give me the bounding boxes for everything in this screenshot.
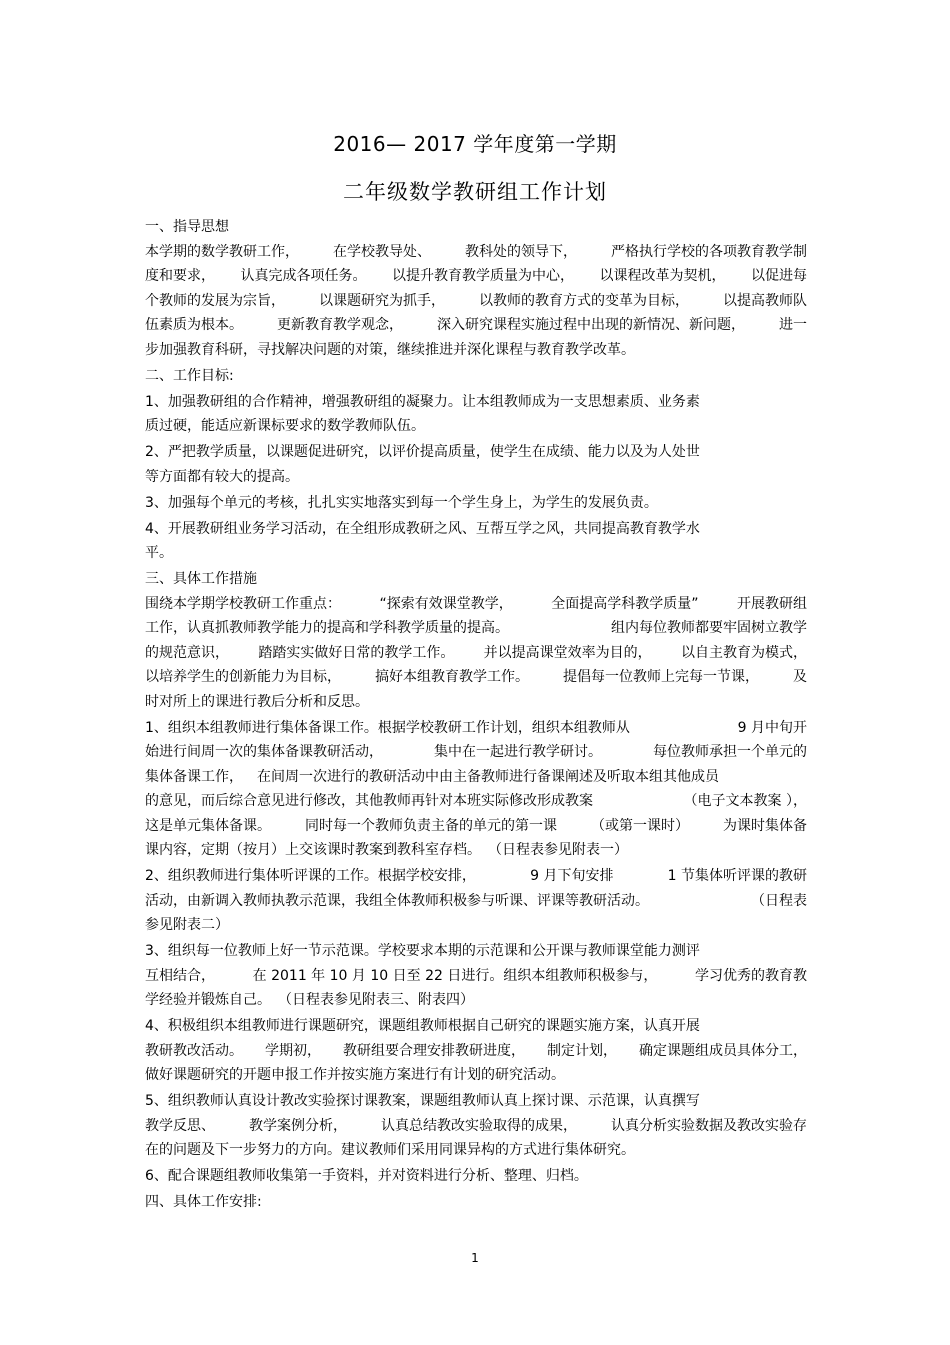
text-segment: 4、积极组织本组教师进行课题研究，课题组教师根据自己研究的课题实施方案，认真开展 [145,1018,700,1034]
text-segment: 及 [793,669,807,685]
text-line [145,1114,807,1139]
text-segment: 确定课题组成员具体分工， [639,1042,807,1059]
text-line [145,740,807,765]
text-segment: 学习优秀的教育教 [695,967,807,984]
text-line [145,864,807,889]
text-segment: 3、组织每一位教师上好一节示范课。学校要求本期的示范课和公开课与教师课堂能力测评 [145,943,700,959]
text-segment: 时对所上的课进行教后分析和反思。 [145,693,369,710]
title-school-year: 2016— 2017 学年度第一学期 [333,132,617,156]
text-segment: 教学反思、 [145,1117,215,1134]
text-segment: 5、组织教师认真设计教改实验探讨课教案，课题组教师认真上探讨课、示范课，认真撰写 [145,1093,700,1109]
text-segment: 6、配合课题组教师收集第一手资料，并对资料进行分析、整理、归档。 [145,1168,588,1184]
text-line [145,1190,807,1215]
text-segment: 严格执行学校的各项教育教学制 [611,243,807,260]
text-segment: 3、加强每个单元的考核，扎扎实实地落实到每一个学生身上，为学生的发展负责。 [145,494,658,511]
text-segment: 1 节集体听评课的教研 [667,868,807,884]
text-segment: 为课时集体备 [723,817,807,834]
text-segment: 开展教研组 [736,595,807,612]
text-segment: 本学期的数学教研工作， [145,243,299,260]
text-segment: 围绕本学期学校教研工作重点： [145,595,341,612]
text-segment: 平。 [145,545,173,561]
text-segment: 提倡每一位教师上完每一节课， [563,669,759,685]
text-segment: 制定计划， [547,1042,617,1059]
text-line [145,414,807,439]
text-segment: 教研教改活动。 [145,1042,243,1059]
text-segment: 以教师的教育方式的变革为目标， [479,292,689,309]
text-line [145,1039,807,1064]
text-line [145,838,807,863]
text-line [145,690,807,715]
text-line [145,1014,807,1039]
text-segment: 的规范意识， [145,644,229,661]
text-segment: 这是单元集体备课。 [145,817,271,834]
text-line [145,364,807,389]
text-segment: 学经验并锻炼自己。 [145,992,271,1008]
text-line [145,390,807,415]
text-line [145,641,807,666]
text-segment: 一、指导思想 [145,219,229,235]
text-segment: 质过硬，能适应新课标要求的数学教师队伍。 [145,418,425,434]
text-line [145,215,807,240]
text-segment: 组内每位教师都要牢固树立教学 [611,620,807,636]
text-segment: 互相结合， [145,967,215,984]
text-segment: 进一 [779,317,807,333]
text-segment: 9 月下旬安排 [530,868,614,884]
text-line [145,889,807,914]
text-segment: 每位教师承担一个单元的 [653,744,807,760]
text-line [145,716,807,741]
text-line [145,1164,807,1189]
document-body [145,215,807,1215]
text-segment: 三、具体工作措施 [145,571,257,587]
text-segment: 始进行间周一次的集体备课教研活动， [145,744,383,760]
text-segment: 教学案例分析， [249,1117,347,1134]
text-segment: 并以提高课堂效率为目的， [483,644,652,661]
text-segment: 9 月中旬开 [737,719,807,736]
text-line [145,240,807,265]
text-segment: “探索有效课堂教学， [379,595,513,612]
text-segment: 教研组要合理安排教研进度， [343,1042,525,1059]
text-segment: 做好课题研究的开题申报工作并按实施方案进行有计划的研究活动。 [145,1067,565,1083]
text-segment: 在 2011 年 10 月 10 日至 22 日进行。组织本组教师积极参与， [252,967,658,984]
text-segment: （电子文本教案 ）， [683,793,807,809]
text-segment: 1、加强教研组的合作精神，增强教研组的凝聚力。让本组教师成为一支思想素质、业务素 [145,393,700,410]
text-segment: 深入研究课程实施过程中出现的新情况、新问题， [437,317,745,333]
text-line [145,264,807,289]
text-line [145,964,807,989]
text-segment: 学期初， [265,1042,321,1059]
text-segment: 工作，认真抓教师教学能力的提高和学科教学质量的提高。 [145,620,509,636]
text-segment: 全面提高学科教学质量” [551,595,699,612]
text-line [145,313,807,338]
text-line [145,289,807,314]
text-segment: （日程表参见附表一） [495,842,628,858]
text-line [145,567,807,592]
text-segment: 教科处的领导下， [465,243,577,260]
title-plan: 二年级数学教研组工作计划 [343,180,607,204]
text-segment: 课内容，定期（按月）上交该课时教案到教科室存档。 [145,842,481,858]
text-line [145,665,807,690]
text-segment: 以培养学生的创新能力为目标， [145,669,341,685]
text-segment: 在间周一次进行的教研活动中由主备教师进行备课阐述及听取本组其他成员 [257,768,719,785]
text-segment: 以提高教师队 [723,292,807,309]
text-segment: 活动，由新调入教师执教示范课，我组全体教师积极参与听课、评课等教研活动。 [145,892,649,909]
text-segment: 参见附表二） [145,917,229,933]
text-segment: 更新教育教学观念， [277,317,403,333]
text-segment: 踏踏实实做好日常的教学工作。 [258,644,455,661]
text-line [145,1138,807,1163]
text-segment: 度和要求， [145,268,215,284]
text-segment: 搞好本组教育教学工作。 [375,669,529,685]
text-line [145,616,807,641]
text-segment: 四、具体工作安排: [145,1194,262,1210]
text-segment: 认真分析实验数据及教改实验存 [611,1117,807,1134]
text-segment: 在的问题及下一步努力的方向。建议教师们采用同课异构的方式进行集体研究。 [145,1142,635,1158]
text-segment: （日程表参见附表三、附表四） [285,992,474,1008]
text-segment: 4、开展教研组业务学习活动，在全组形成教研之风、互帮互学之风，共同提高教育教学水 [145,520,700,537]
text-segment: 在学校教导处、 [333,243,431,260]
text-segment: 2、组织教师进行集体听评课的工作。根据学校安排， [145,868,476,884]
text-segment: 1、组织本组教师进行集体备课工作。根据学校教研工作计划，组织本组教师从 [145,719,630,736]
text-segment: 认真完成各项任务。 [240,268,367,284]
text-line [145,789,807,814]
text-segment: 二、工作目标: [145,367,234,384]
text-line [145,592,807,617]
text-line [145,913,807,938]
text-segment: 同时每一个教师负责主备的单元的第一课 [305,817,557,834]
text-segment: 以自主教育为模式， [680,644,807,661]
text-segment: 以促进每 [751,268,807,284]
text-segment: 步加强教育科研，寻找解决问题的对策，继续推进并深化课程与教育教学改革。 [145,341,635,358]
text-segment: 伍素质为根本。 [145,317,243,333]
text-line [145,1089,807,1114]
text-segment: 认真总结教改实验取得的成果， [381,1117,577,1134]
text-segment: 的意见，而后综合意见进行修改，其他教师再针对本班实际修改形成教案 [145,793,593,809]
text-segment: （或第一课时） [591,817,689,834]
text-segment: 2、严把教学质量，以课题促进研究，以评价提高质量，使学生在成绩、能力以及为人处世 [145,444,700,460]
text-line [145,465,807,490]
text-line [145,440,807,465]
text-segment: 以课题研究为抓手， [319,292,445,309]
text-segment: （日程表 [751,892,807,909]
text-line [145,939,807,964]
text-segment: 集体备课工作， [145,768,243,785]
page-number: 1 [471,1251,479,1265]
text-segment: 以课程改革为契机， [599,268,726,284]
text-line [145,541,807,566]
text-segment: 集中在一起进行教学研讨。 [434,744,602,760]
text-line [145,517,807,542]
text-line [145,1063,807,1088]
text-line [145,338,807,363]
text-line [145,814,807,839]
text-line [145,765,807,790]
text-segment: 等方面都有较大的提高。 [145,468,299,485]
text-segment: 以提升教育教学质量为中心， [392,268,574,284]
text-segment: 个教师的发展为宗旨， [145,292,285,309]
text-line [145,988,807,1013]
text-line [145,491,807,516]
